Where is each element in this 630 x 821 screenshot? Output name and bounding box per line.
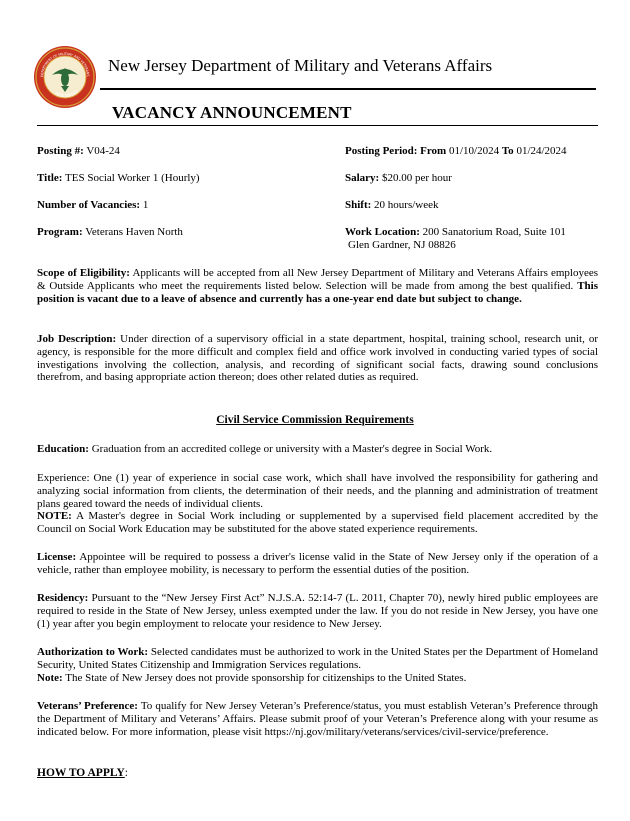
page-title: VACANCY ANNOUNCEMENT: [112, 103, 352, 122]
title-rule: [37, 125, 598, 126]
how-to-apply-heading: HOW TO APPLY:: [37, 767, 128, 779]
seal-top-text: DEPARTMENT OF MILITARY AND VETERANS: [39, 51, 91, 78]
department-seal-logo: [33, 45, 97, 109]
agency-name: New Jersey Department of Military and Veterans Affairs: [108, 56, 493, 75]
requirements-heading: Civil Service Commission Requirements: [216, 414, 414, 426]
header-rule: [100, 88, 596, 90]
salary: Salary: $20.00 per hour: [345, 172, 452, 184]
authorization-to-work: Authorization to Work: Selected candidates must be authorized to work in the United States per the Department of Homeland Security, United States Citizenship and Immigration Services regulations. Note: The State of New Jersey does not provide sponsorship for citizenships to the United States.: [37, 646, 598, 684]
shift: Shift: 20 hours/week: [345, 199, 439, 211]
residency: Residency: Pursuant to the “New Jersey First Act” N.J.S.A. 52:14-7 (L. 2011, Chapter 70), newly hired public employees are required to reside in the State of New Jersey, unless exempted under the law. If you do not reside in New Jersey, you have one (1) year after you begin employment to relocate your residence to New Jersey.: [37, 592, 598, 630]
seal-bottom-text: NEW JERSEY: [54, 88, 80, 99]
work-location: Work Location: 200 Sanatorium Road, Suite 101 Glen Gardner, NJ 08826: [345, 226, 566, 251]
posting-period: Posting Period: From 01/10/2024 To 01/24/2024: [345, 145, 567, 157]
job-title: Title: TES Social Worker 1 (Hourly): [37, 172, 200, 184]
education: Education: Graduation from an accredited college or university with a Master's degree in Social Work.: [37, 443, 493, 455]
experience: Experience: One (1) year of experience in social case work, which shall have involved the responsibility for gathering and analyzing social information from clients, the determination of their needs, and the planning and administration of treatment plans geared toward the needs of individual clients. NOTE: A Master's degree in Social Work including or supplemented by a supervised field placement accredited by the Council on Social Work Education may be substituted for the above stated experience requirements.: [37, 472, 598, 536]
license: License: Appointee will be required to possess a driver's license valid in the State of New Jersey only if the operation of a vehicle, rather than employee mobility, is necessary to perform the essential duties of the position.: [37, 551, 598, 576]
program: Program: Veterans Haven North: [37, 226, 183, 238]
job-description: Job Description: Under direction of a supervisory official in a state department, hospital, training school, research unit, or agency, is responsible for the more difficult and complex field and office work involved in conducting varied types of social investigations involving the collection, analysis, and recording of significant social facts, drawing sound conclusions therefrom, and basing appropriate action thereon; does other related duties as required.: [37, 333, 598, 384]
veterans-preference: Veterans’ Preference: To qualify for New Jersey Veteran’s Preference/status, you must establish Veteran’s Preference through the Department of Military and Veterans’ Affairs. Please submit proof of your Veteran’s Preference along with your resume as indicated below. For more information, please visit https://nj.gov/military/veterans/services/civil-service/preference.: [37, 700, 598, 738]
number-of-vacancies: Number of Vacancies: 1: [37, 199, 149, 211]
posting-number: Posting #: V04-24: [37, 145, 120, 157]
scope-of-eligibility: Scope of Eligibility: Applicants will be accepted from all New Jersey Department of Military and Veterans Affairs employees & Outside Applicants who meet the requirements listed below. Selection will be made from among the best qualified. This position is vacant due to a leave of absence and currently has a one-year end date but subject to change.: [37, 267, 598, 305]
